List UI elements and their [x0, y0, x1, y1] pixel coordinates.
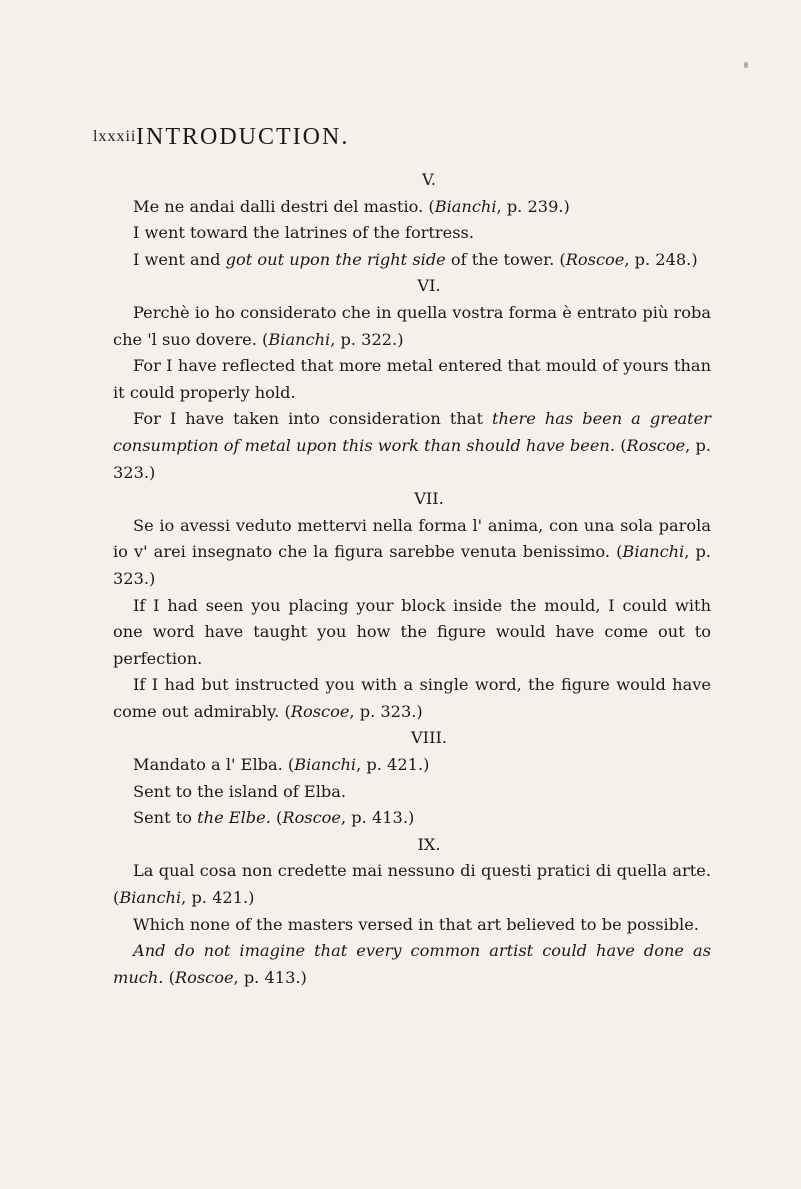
text-run: Sent to the island of Elba.: [133, 781, 347, 801]
text-run: (: [270, 808, 283, 828]
italic-text: Bianchi: [294, 755, 357, 775]
section-heading: VI.: [417, 276, 441, 296]
text-run: , p. 323.): [349, 701, 423, 721]
paragraph: [113, 220, 711, 247]
text-run: , p. 322.): [330, 329, 404, 349]
paragraph: [113, 513, 711, 593]
page-header: [93, 126, 553, 156]
section-heading: VIII.: [410, 728, 448, 748]
text-run: Mandato a l' Elba. (: [133, 755, 295, 775]
text-run: For I have taken into consideration that: [133, 409, 492, 429]
text-run: Me ne andai dalli destri del mastio. (: [133, 196, 435, 216]
body-text: [113, 167, 711, 991]
text-run: , p. 421.): [356, 755, 430, 775]
italic-text: Roscoe: [626, 435, 686, 455]
text-run: of the tower. (: [445, 249, 566, 269]
text-run: (: [163, 967, 175, 987]
running-head: INTRODUCTION.: [136, 124, 350, 150]
text-run: La qual cosa non credette mai nessuno di questi pratici di quella arte. (: [113, 861, 711, 908]
page-number: lxxxii: [93, 128, 137, 145]
italic-text: Bianchi: [434, 196, 497, 216]
italic-text: there has been a greater consumption of metal upon this work than should have been.: [113, 409, 712, 455]
paragraph: [113, 752, 711, 779]
text-run: , p. 413.): [233, 967, 307, 987]
paragraph: [113, 247, 711, 274]
print-speck: [744, 62, 748, 68]
text-run: Perchè io ho considerato che in quella vostra forma è entrato più roba che 'l suo dovere. (: [113, 302, 711, 349]
text-run: , p. 239.): [496, 196, 570, 216]
paragraph: [113, 672, 711, 725]
italic-text: Roscoe: [565, 249, 625, 269]
paragraph: [113, 938, 711, 991]
text-run: (: [615, 435, 627, 455]
italic-text: Bianchi: [622, 542, 685, 562]
text-run: , p. 323.): [113, 542, 711, 588]
text-run: If I had but instructed you with a single word, the figure would have come out admirably. (: [113, 675, 711, 721]
text-run: , p. 323.): [113, 435, 711, 482]
paragraph: [113, 593, 711, 673]
section-heading: IX.: [417, 834, 441, 854]
paragraph: [113, 805, 711, 832]
text-run: I went and: [133, 249, 226, 269]
paragraph: [113, 300, 711, 353]
text-run: Sent to: [133, 808, 198, 828]
text-run: If I had seen you placing your block inside the mould, I could with one word have taught you how the figure would have come out to perfection.: [113, 595, 711, 668]
text-run: , p. 421.): [181, 888, 255, 908]
section-heading: VII.: [414, 489, 444, 509]
paragraph: [113, 858, 711, 911]
paragraph: [113, 353, 711, 406]
italic-text: Roscoe: [282, 808, 342, 828]
paragraph: [113, 912, 711, 939]
section-heading: V.: [421, 170, 436, 189]
text-run: Which none of the masters versed in that art believed to be possible.: [133, 914, 699, 934]
text-run: , p. 248.): [624, 249, 698, 269]
paragraph: [113, 406, 711, 486]
paragraph: [113, 194, 711, 221]
italic-text: Bianchi: [268, 329, 331, 349]
text-run: For I have reflected that more metal entered that mould of yours than it could properly hold.: [113, 356, 711, 402]
italic-text: Roscoe: [174, 967, 234, 987]
text-run: Se io avessi veduto mettervi nella forma l' anima, con una sola parola io v' arei insegnato che la figura sarebbe venuta benissimo. (: [113, 515, 711, 562]
italic-text: the Elbe.: [197, 808, 271, 828]
text-run: , p. 413.): [341, 808, 415, 828]
italic-text: And do not imagine that every common artist could have done as much.: [113, 941, 711, 987]
italic-text: Roscoe: [290, 701, 350, 721]
italic-text: Bianchi: [119, 888, 182, 908]
text-run: I went toward the latrines of the fortress.: [133, 223, 475, 243]
italic-text: got out upon the right side: [225, 249, 446, 269]
paragraph: [113, 779, 711, 806]
